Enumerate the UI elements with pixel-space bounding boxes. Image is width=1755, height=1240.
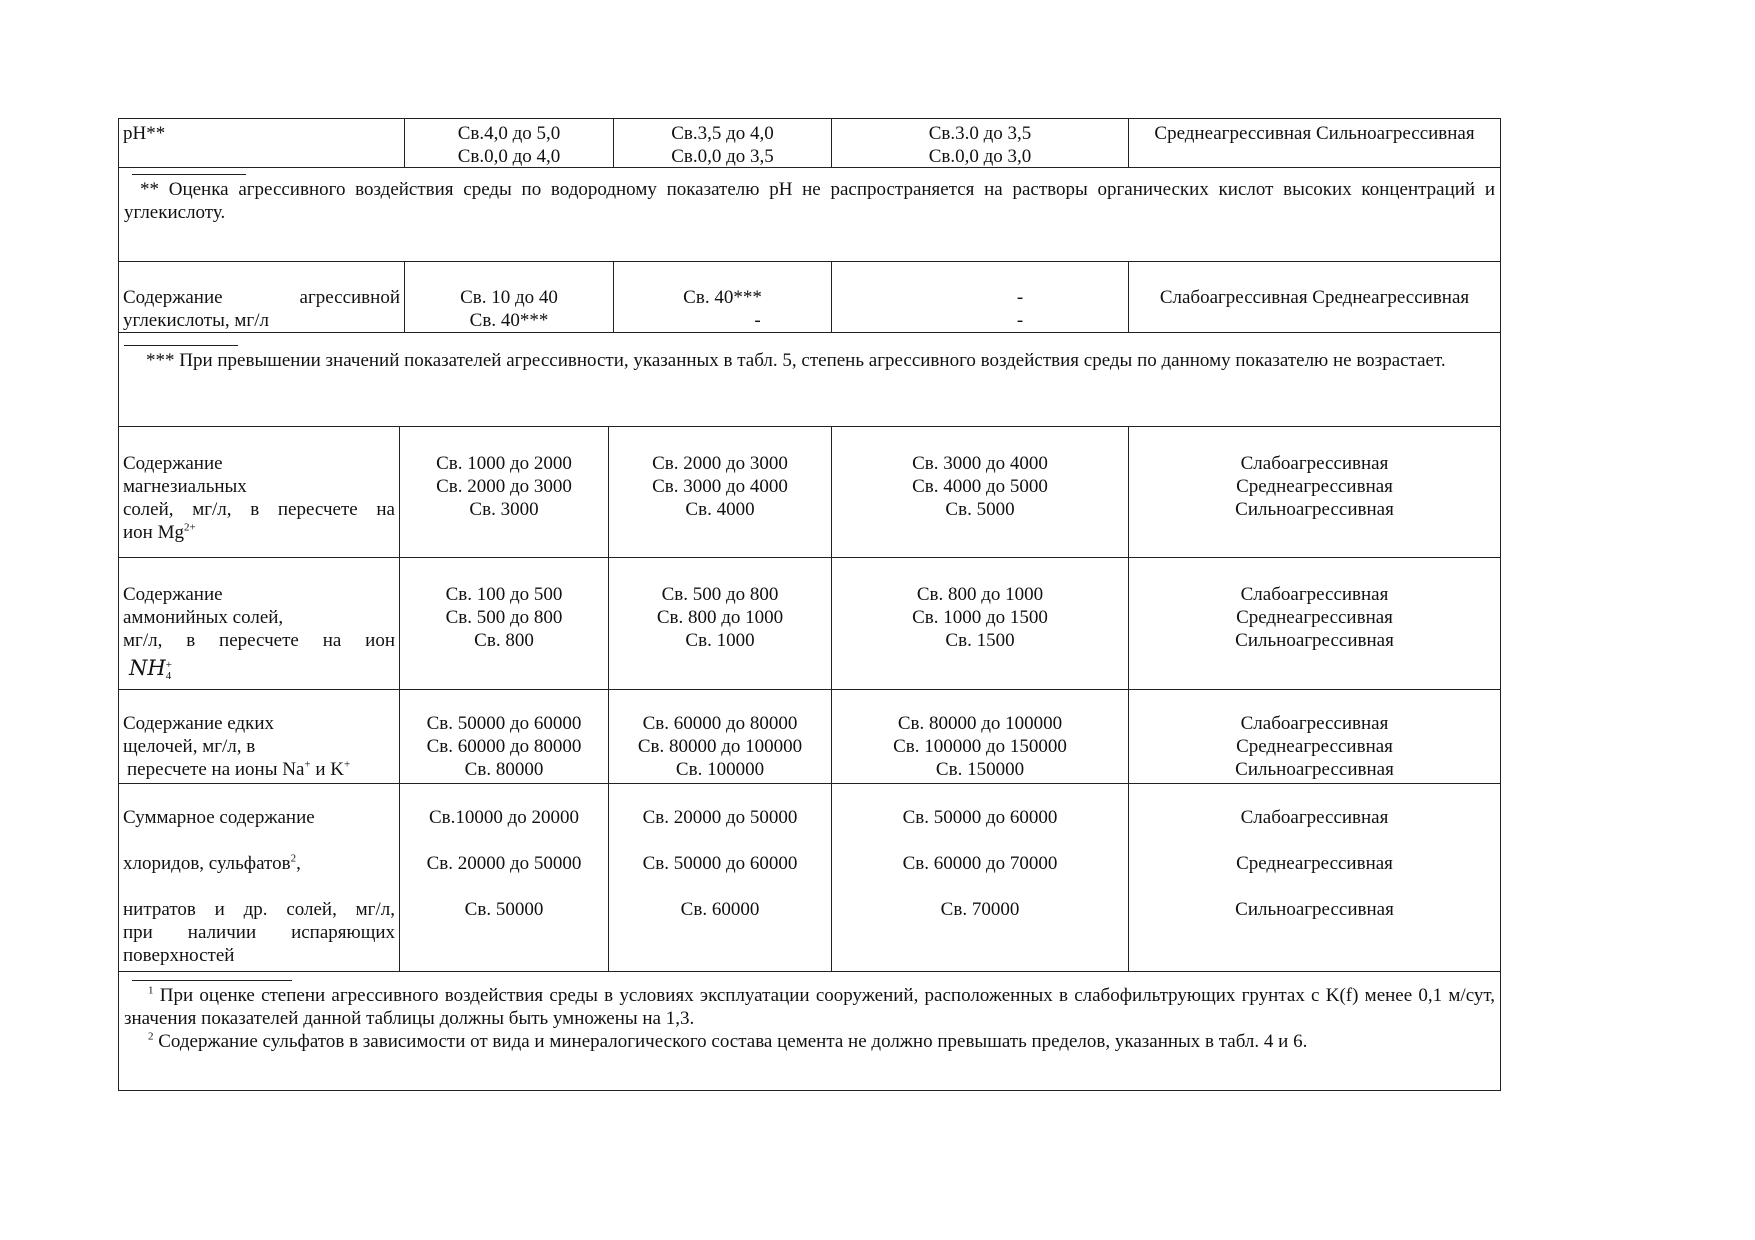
label-word: пересчете — [277, 499, 358, 520]
cell-degree — [1129, 119, 1500, 167]
cell-range-3 — [832, 558, 1129, 689]
cell-value: Св. 1000 до 2000 — [436, 453, 572, 474]
cell-value: Св. 3000 до 4000 — [912, 453, 1048, 474]
cell-range-1 — [405, 262, 614, 332]
cell-value: - — [1016, 310, 1024, 331]
cell-spacer — [613, 875, 827, 898]
label-word: и — [214, 899, 225, 920]
cell-value: Св. 50000 до 60000 — [642, 853, 798, 874]
label-text: и K — [310, 759, 345, 780]
label-text: хлоридов, сульфатов — [123, 853, 291, 874]
label-word: мг/л, — [355, 899, 395, 920]
footnote-text: *** При превышении значений показателей агрессивности, указанных в табл. 5, степень агрессивного воздействия среды по данному показателю не возрастает. — [146, 350, 1446, 371]
cell-value: Св. 150000 — [935, 759, 1025, 780]
label-word: на — [376, 499, 395, 520]
label-line — [123, 758, 395, 781]
cell-value: Св. 3000 — [469, 499, 539, 520]
footnote-text-1 — [124, 984, 1495, 1030]
cell-range-2 — [609, 427, 832, 557]
footnote-rule — [124, 345, 238, 346]
formula-superscript: + — [165, 658, 172, 671]
cell-value: Св. 50000 — [464, 899, 544, 920]
label-spacer — [123, 829, 395, 852]
cell-value: Св. 1500 — [945, 630, 1015, 651]
table-row-ph — [119, 119, 1500, 168]
label-word: др. — [243, 899, 268, 920]
footnote-rule — [132, 174, 246, 175]
table-row-co2 — [119, 262, 1500, 333]
cell-value: Св. 10 до 40 — [460, 287, 558, 308]
cell-spacer — [1133, 875, 1496, 898]
label-word: при — [123, 922, 153, 943]
cell-range-2 — [609, 784, 832, 971]
footnote-text: При оценке степени агрессивного воздействия среды в условиях эксплуатации сооружений, расположенных в слабофильтрующих грунтах с K(f) менее 0,1 м/сут, значения показателей данной таблицы должны быть умножены на 1,3. — [124, 985, 1495, 1029]
cell-degree — [1129, 558, 1500, 689]
cell-value: Среднеагрессивная — [1236, 853, 1393, 874]
label-text: пересчете на ионы Na — [127, 759, 305, 780]
cell-value: Св. 60000 до 70000 — [902, 853, 1058, 874]
cell-value: Слабоагрессивная — [1240, 584, 1389, 605]
cell-value: Среднеагрессивная — [1236, 736, 1393, 757]
cell-value: Св. 50000 до 60000 — [426, 713, 582, 734]
row-label-text: pH** — [123, 123, 166, 144]
cell-range-1 — [400, 784, 609, 971]
cell-range-2 — [614, 119, 832, 167]
label-superscript: + — [304, 758, 311, 771]
label-line: Суммарное содержание — [123, 807, 315, 828]
label-word: мг/л, — [192, 499, 232, 520]
label-word: испаряющих — [291, 922, 395, 943]
cell-spacer — [1133, 829, 1496, 852]
label-word: наличии — [187, 922, 257, 943]
label-word: мг/л, — [123, 630, 163, 651]
cell-value: Слабоагрессивная — [1240, 713, 1389, 734]
footnote — [119, 972, 1500, 1090]
cell-value: Св.3.0 до 3,5 — [928, 123, 1032, 144]
formula-subscript: 4 — [165, 669, 172, 682]
row-label — [119, 427, 400, 557]
cell-value: Св.10000 до 20000 — [428, 807, 580, 828]
cell-spacer — [404, 875, 604, 898]
cell-value: Св. 100000 — [675, 759, 765, 780]
cell-value: Св. 70000 — [940, 899, 1020, 920]
cell-value: Св. 50000 до 60000 — [902, 807, 1058, 828]
cell-value: Св. 3000 до 4000 — [652, 476, 788, 497]
cell-value: Св. 4000 до 5000 — [912, 476, 1048, 497]
cell-value: Св. 100000 до 150000 — [893, 736, 1067, 757]
footnote-row — [119, 333, 1500, 427]
cell-value: Св.3,5 до 4,0 — [671, 123, 774, 144]
cell-value: Св. 800 до 1000 — [656, 607, 784, 628]
cell-value: Слабоагрессивная Среднеагрессивная — [1159, 287, 1470, 308]
cell-value: Св. 1000 — [685, 630, 755, 651]
cell-value: Св. 2000 до 3000 — [652, 453, 788, 474]
cell-value: Св. 80000 — [464, 759, 544, 780]
footnote-rule — [132, 980, 292, 981]
footnote — [119, 333, 1500, 426]
footnote-marker: 1 — [148, 984, 154, 997]
cell-spacer — [836, 829, 1124, 852]
label-line: Содержание — [123, 584, 223, 605]
row-label — [119, 558, 400, 689]
label-line — [123, 898, 395, 921]
cell-value: Св.0,0 до 3,0 — [928, 146, 1032, 167]
label-superscript: + — [344, 758, 351, 771]
cell-value: Св. 500 до 800 — [661, 584, 779, 605]
label-word: ион — [365, 630, 395, 651]
label-line — [123, 852, 395, 875]
cell-degree — [1129, 427, 1500, 557]
footnote-row — [119, 972, 1500, 1090]
label-word: в — [250, 499, 260, 520]
cell-value: Среднеагрессивная Сильноагрессивная — [1154, 123, 1475, 144]
cell-value: Св. 40*** — [683, 287, 762, 308]
cell-value: Св. 100 до 500 — [445, 584, 563, 605]
cell-value: Сильноагрессивная — [1235, 630, 1394, 651]
row-label — [119, 690, 400, 783]
label-line: поверхностей — [123, 945, 235, 966]
cell-range-3 — [832, 427, 1129, 557]
cell-value: Св. 1000 до 1500 — [912, 607, 1048, 628]
label-text: ион Mg — [123, 522, 184, 543]
cell-value: Св. 20000 до 50000 — [426, 853, 582, 874]
cell-value: Среднеагрессивная — [1236, 476, 1393, 497]
table-row-alkali — [119, 690, 1500, 784]
cell-value: Св. 5000 — [945, 499, 1015, 520]
cell-value: Св. 4000 — [685, 499, 755, 520]
cell-value: Св. 60000 — [680, 899, 760, 920]
label-line: аммонийных солей, — [123, 607, 284, 628]
footnote — [119, 168, 1500, 261]
label-line — [123, 286, 400, 309]
label-word: солей, — [286, 899, 337, 920]
label-line: углекислоты, мг/л — [123, 310, 269, 331]
label-superscript: 2+ — [183, 521, 196, 534]
footnote-row — [119, 168, 1500, 262]
label-spacer — [123, 875, 395, 898]
cell-range-1 — [400, 690, 609, 783]
cell-range-3 — [832, 690, 1129, 783]
footnote-text: ** Оценка агрессивного воздействия среды по водородному показателю pH не распространяется на растворы органических кислот высоких концентраций и углекислоту. — [124, 179, 1495, 223]
row-label — [119, 784, 400, 971]
cell-value: Св. 800 до 1000 — [916, 584, 1044, 605]
table-row-nh4 — [119, 558, 1500, 690]
label-word: Содержание — [123, 287, 223, 308]
cell-value: Св. 80000 до 100000 — [897, 713, 1063, 734]
cell-range-3 — [832, 784, 1129, 971]
cell-range-3 — [832, 262, 1129, 332]
cell-value: - — [754, 310, 761, 331]
cell-spacer — [613, 829, 827, 852]
table-row-mg — [119, 427, 1500, 558]
cell-value: Св. 80000 до 100000 — [637, 736, 803, 757]
cell-range-3 — [832, 119, 1129, 167]
cell-value: Св.0,0 до 3,5 — [671, 146, 774, 167]
cell-value: Слабоагрессивная — [1240, 807, 1389, 828]
label-line — [123, 521, 395, 544]
cell-value: Св.4,0 до 5,0 — [457, 123, 561, 144]
cell-value: Св. 60000 до 80000 — [642, 713, 798, 734]
label-word: на — [322, 630, 342, 651]
label-line — [123, 498, 395, 521]
cell-value: Сильноагрессивная — [1235, 499, 1394, 520]
cell-value: Сильноагрессивная — [1235, 899, 1394, 920]
footnote-text: Содержание сульфатов в зависимости от вида и минералогического состава цемента не должно превышать пределов, указанных в табл. 4 и 6. — [153, 1031, 1308, 1052]
cell-degree — [1129, 784, 1500, 971]
label-line: щелочей, мг/л, в — [123, 736, 256, 757]
cell-range-1 — [405, 119, 614, 167]
label-line: Содержание — [123, 453, 223, 474]
cell-value: Св. 2000 до 3000 — [436, 476, 572, 497]
cell-range-2 — [609, 558, 832, 689]
cell-value: Св. 40*** — [469, 310, 549, 331]
cell-value: Св. 20000 до 50000 — [642, 807, 798, 828]
cell-value: Св. 500 до 800 — [445, 607, 563, 628]
label-line — [123, 921, 395, 944]
label-word: нитратов — [123, 899, 196, 920]
formula — [123, 657, 395, 682]
label-text: , — [296, 853, 301, 874]
cell-value: Слабоагрессивная — [1240, 453, 1389, 474]
formula-text: NH — [129, 656, 166, 680]
cell-degree — [1129, 690, 1500, 783]
cell-degree — [1129, 262, 1500, 332]
cell-range-2 — [614, 262, 832, 332]
label-word: в — [186, 630, 196, 651]
cell-spacer — [404, 829, 604, 852]
table-row-total-salts — [119, 784, 1500, 972]
label-line — [123, 629, 395, 652]
cell-value: Сильноагрессивная — [1235, 759, 1394, 780]
label-line: Содержание едких — [123, 713, 275, 734]
label-word: агрессивной — [299, 287, 400, 308]
footnote-marker: 2 — [148, 1030, 154, 1043]
label-line: магнезиальных — [123, 476, 247, 497]
cell-range-2 — [609, 690, 832, 783]
cell-value: Св. 60000 до 80000 — [426, 736, 582, 757]
cell-value: Св. 800 — [474, 630, 534, 651]
cell-spacer — [836, 875, 1124, 898]
cell-value: Среднеагрессивная — [1236, 607, 1393, 628]
cell-range-1 — [400, 427, 609, 557]
footnote-text-2 — [124, 1030, 1495, 1053]
label-word: пересчете — [219, 630, 299, 651]
cell-range-1 — [400, 558, 609, 689]
aggressiveness-table — [118, 118, 1501, 1091]
row-label — [119, 262, 405, 332]
cell-value: Св.0,0 до 4,0 — [457, 146, 561, 167]
label-superscript: 2 — [290, 852, 297, 865]
cell-value: - — [1016, 287, 1024, 308]
row-label — [119, 119, 405, 167]
label-word: солей, — [123, 499, 174, 520]
